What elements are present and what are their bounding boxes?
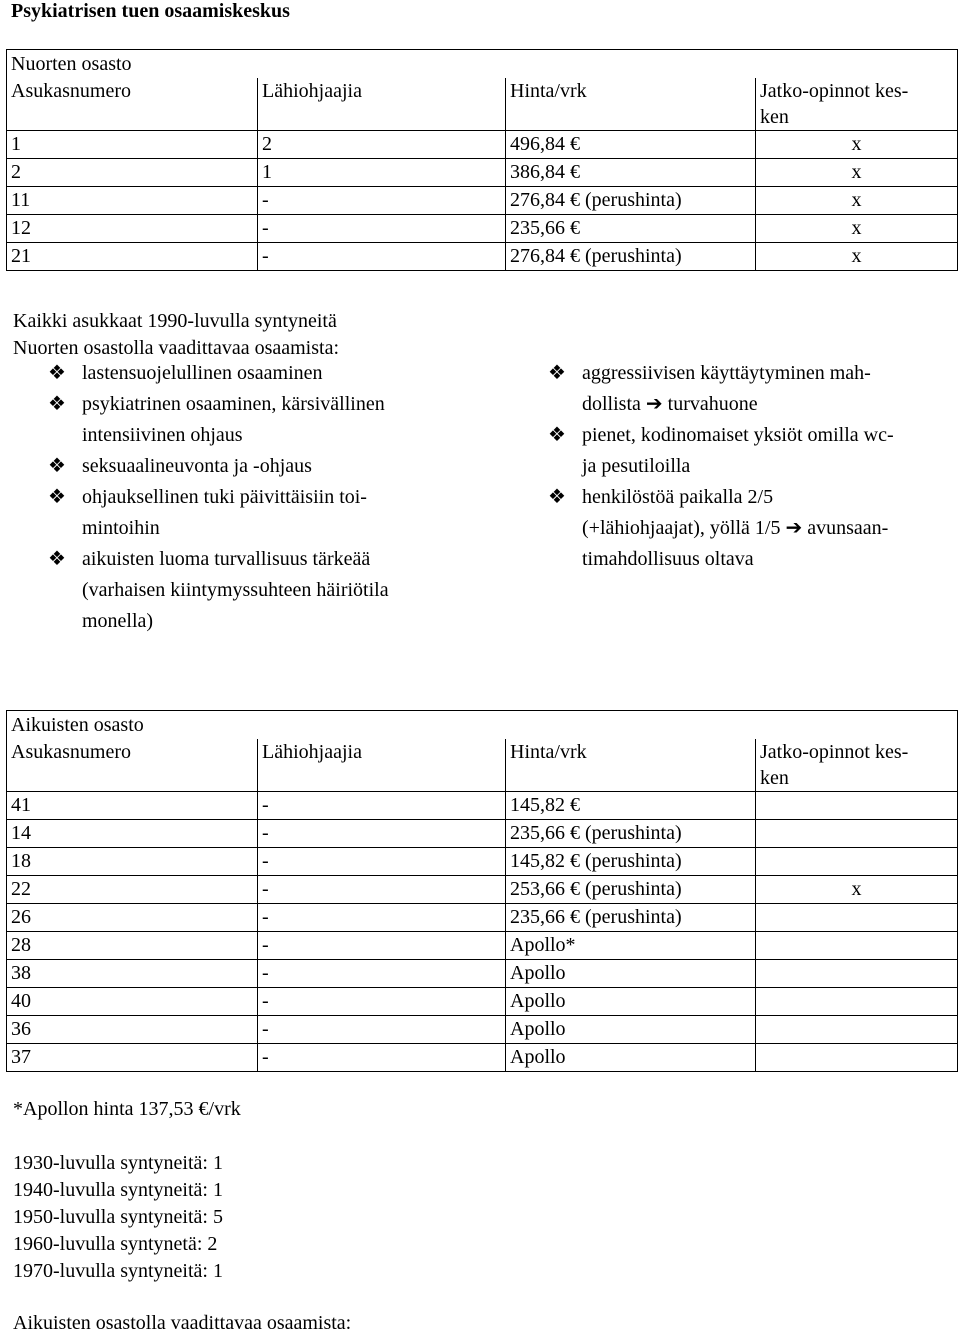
bullet-line: intensiivinen ohjaus [82,424,243,446]
table-row [7,792,958,820]
bullet-item [546,420,960,482]
bullet-line: aggressiivisen käyttäytyminen mah- [582,362,871,384]
cell-resident-number: 21 [7,243,258,271]
table-row [7,988,958,1016]
bullet-item [546,482,960,575]
cell-price: 235,66 € [506,215,756,243]
birth-decade-item: 1960-luvulla syntynetä: 2 [13,1233,218,1255]
col-header-price: Hinta/vrk [506,78,756,131]
cell-price: 235,66 € (perushinta) [506,904,756,932]
diamond-bullet-icon: ❖ [48,455,66,477]
cell-price: 276,84 € (perushinta) [506,243,756,271]
col-header-studies [756,739,958,792]
youth-table [6,49,958,271]
col-header-studies [756,78,958,131]
cell-staff: - [258,988,506,1016]
birth-decade-item: 1930-luvulla syntyneitä: 1 [13,1152,223,1174]
cell-staff: - [258,876,506,904]
bullet-item [46,389,486,451]
table-row [7,131,958,159]
cell-price: Apollo [506,1016,756,1044]
cell-staff: - [258,215,506,243]
table-row [7,1044,958,1072]
col-header-studies-line1: Jatko-opinnot kes- [760,741,909,763]
cell-resident-number: 18 [7,848,258,876]
bullet-item [46,544,486,637]
bullet-line: pienet, kodinomaiset yksiöt omilla wc- [582,424,894,446]
diamond-bullet-icon: ❖ [548,424,566,446]
diamond-bullet-icon: ❖ [548,362,566,384]
birth-decades-list [13,1150,223,1285]
cell-price: 235,66 € (perushinta) [506,820,756,848]
bullet-line: timahdollisuus oltava [582,548,754,570]
cell-studies [756,820,958,848]
bullet-line: mintoihin [82,517,160,539]
bullet-line: psykiatrinen osaaminen, kärsivällinen [82,393,385,415]
cell-resident-number: 28 [7,932,258,960]
youth-section-title: Nuorten osasto [7,50,958,79]
youth-requirements-left [46,358,486,637]
cell-resident-number: 38 [7,960,258,988]
apollo-price-note: *Apollon hinta 137,53 €/vrk [13,1098,241,1120]
col-header-price: Hinta/vrk [506,739,756,792]
cell-price: 253,66 € (perushinta) [506,876,756,904]
cell-staff: 2 [258,131,506,159]
table-row [7,848,958,876]
cell-studies: x [756,159,958,187]
cell-price: Apollo* [506,932,756,960]
bullet-line: ohjauksellinen tuki päivittäisiin toi- [82,486,367,508]
diamond-bullet-icon: ❖ [548,486,566,508]
cell-price: 145,82 € [506,792,756,820]
bullet-line: seksuaalineuvonta ja -ohjaus [82,455,312,477]
adult-requirements-heading: Aikuisten osastolla vaadittavaa osaamista: [13,1312,352,1334]
bullet-line: (varhaisen kiintymyssuhteen häiriötila [82,579,389,601]
col-header-staff: Lähiohjaajia [258,78,506,131]
bullet-line: lastensuojelullinen osaaminen [82,362,323,384]
bullet-item [546,358,960,420]
cell-studies [756,988,958,1016]
youth-birth-note: Kaikki asukkaat 1990-luvulla syntyneitä [13,310,337,332]
cell-staff: 1 [258,159,506,187]
diamond-bullet-icon: ❖ [48,548,66,570]
bullet-item [46,482,486,544]
table-row [7,820,958,848]
col-header-staff: Lähiohjaajia [258,739,506,792]
birth-decade-item: 1950-luvulla syntyneitä: 5 [13,1206,223,1228]
bullet-line: monella) [82,610,154,632]
cell-price: Apollo [506,988,756,1016]
youth-table-body [7,131,958,271]
table-row [7,1016,958,1044]
table-row [7,243,958,271]
cell-resident-number: 40 [7,988,258,1016]
cell-studies [756,1044,958,1072]
cell-studies [756,960,958,988]
cell-resident-number: 41 [7,792,258,820]
cell-staff: - [258,820,506,848]
table-row [7,960,958,988]
adult-table-body [7,792,958,1072]
cell-price: 276,84 € (perushinta) [506,187,756,215]
bullet-line: henkilöstöä paikalla 2/5 [582,486,774,508]
youth-requirements-right [546,358,960,575]
col-header-resident: Asukasnumero [7,739,258,792]
cell-studies [756,848,958,876]
table-row [7,904,958,932]
cell-resident-number: 11 [7,187,258,215]
adult-section-title: Aikuisten osasto [7,711,958,740]
col-header-resident: Asukasnumero [7,78,258,131]
table-row [7,215,958,243]
bullet-line: aikuisten luoma turvallisuus tärkeää [82,548,371,570]
bullet-line: dollista ➔ turvahuone [582,393,758,415]
bullet-item [46,358,486,389]
cell-price: 145,82 € (perushinta) [506,848,756,876]
bullet-line: (+lähiohjaajat), yöllä 1/5 ➔ avunsaan- [582,517,889,539]
diamond-bullet-icon: ❖ [48,486,66,508]
cell-staff: - [258,960,506,988]
cell-studies [756,904,958,932]
cell-staff: - [258,904,506,932]
table-row [7,876,958,904]
cell-resident-number: 2 [7,159,258,187]
cell-studies [756,792,958,820]
col-header-studies-line2: ken [760,106,789,128]
diamond-bullet-icon: ❖ [48,362,66,384]
cell-staff: - [258,243,506,271]
bullet-item [46,451,486,482]
birth-decade-item: 1970-luvulla syntyneitä: 1 [13,1260,223,1282]
cell-studies: x [756,243,958,271]
birth-decade-item: 1940-luvulla syntyneitä: 1 [13,1179,223,1201]
cell-studies: x [756,215,958,243]
cell-staff: - [258,187,506,215]
cell-studies [756,932,958,960]
cell-resident-number: 22 [7,876,258,904]
col-header-studies-line2: ken [760,767,789,789]
cell-staff: - [258,1016,506,1044]
page-title: Psykiatrisen tuen osaamiskeskus [11,0,290,22]
table-row [7,932,958,960]
cell-studies: x [756,876,958,904]
table-row [7,159,958,187]
adult-table [6,710,958,1072]
cell-studies: x [756,187,958,215]
cell-resident-number: 12 [7,215,258,243]
cell-staff: - [258,1044,506,1072]
cell-price: Apollo [506,960,756,988]
table-row [7,187,958,215]
cell-price: Apollo [506,1044,756,1072]
cell-price: 386,84 € [506,159,756,187]
bullet-line: ja pesutiloilla [582,455,691,477]
diamond-bullet-icon: ❖ [48,393,66,415]
cell-resident-number: 1 [7,131,258,159]
youth-requirements-heading: Nuorten osastolla vaadittavaa osaamista: [13,337,340,359]
cell-staff: - [258,848,506,876]
cell-resident-number: 26 [7,904,258,932]
col-header-studies-line1: Jatko-opinnot kes- [760,80,909,102]
cell-staff: - [258,792,506,820]
cell-resident-number: 37 [7,1044,258,1072]
cell-studies [756,1016,958,1044]
cell-staff: - [258,932,506,960]
cell-resident-number: 14 [7,820,258,848]
cell-resident-number: 36 [7,1016,258,1044]
cell-price: 496,84 € [506,131,756,159]
cell-studies: x [756,131,958,159]
